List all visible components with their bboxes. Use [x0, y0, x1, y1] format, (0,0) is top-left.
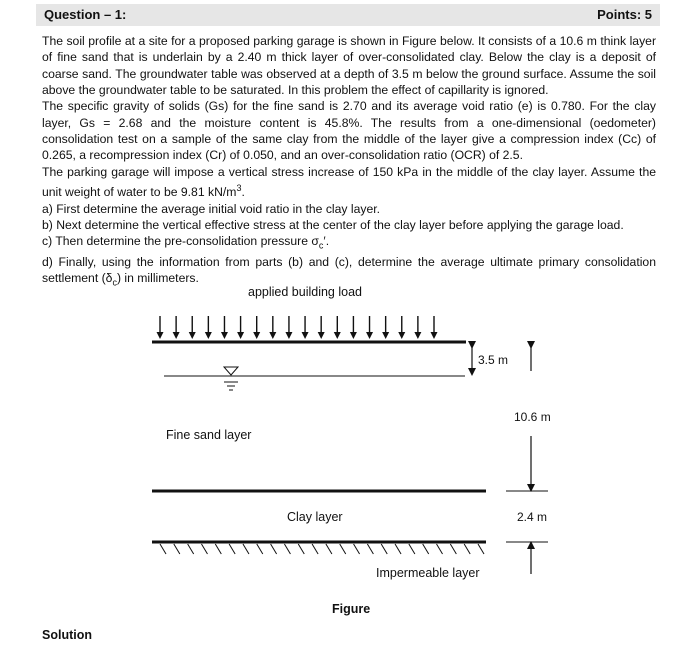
- load-arrow: [334, 316, 341, 339]
- hatch-mark: [243, 544, 249, 554]
- clay-layer-label: Clay layer: [287, 510, 343, 524]
- load-arrow: [318, 316, 325, 339]
- solution-label: Solution: [42, 628, 92, 642]
- part-c: [42, 233, 656, 254]
- problem-paragraph-3: [42, 164, 656, 201]
- load-arrow: [269, 316, 276, 339]
- clay-thickness-label: 2.4 m: [517, 510, 548, 524]
- load-arrow: [221, 316, 228, 339]
- load-arrow: [189, 316, 196, 339]
- hatch-mark: [188, 544, 194, 554]
- load-arrow: [302, 316, 309, 339]
- hatch-mark: [450, 544, 456, 554]
- load-arrow: [431, 316, 438, 339]
- load-label: applied building load: [248, 285, 362, 299]
- load-arrow: [366, 316, 373, 339]
- sand-thickness-label: 10.6 m: [514, 410, 551, 424]
- load-arrow: [237, 316, 244, 339]
- load-arrow: [173, 316, 180, 339]
- load-arrow: [398, 316, 405, 339]
- load-arrow: [253, 316, 260, 339]
- question-body: [42, 33, 656, 291]
- hatch-mark: [174, 544, 180, 554]
- hatch-mark: [409, 544, 415, 554]
- hatch-mark: [284, 544, 290, 554]
- hatch-mark: [326, 544, 332, 554]
- hatch-mark: [229, 544, 235, 554]
- hatch-mark: [160, 544, 166, 554]
- hatch-mark: [271, 544, 277, 554]
- load-arrow: [382, 316, 389, 339]
- hatch-mark: [423, 544, 429, 554]
- part-c-text: c) Then determine the pre-consolidation pressure σ: [42, 234, 319, 249]
- hatch-mark: [478, 544, 484, 554]
- hatch-mark: [395, 544, 401, 554]
- hatch-mark: [381, 544, 387, 554]
- hatch-mark: [215, 544, 221, 554]
- impermeable-base-hatching: [160, 544, 484, 554]
- question-points: Points: 5: [597, 7, 652, 22]
- figure-caption: Figure: [332, 602, 371, 616]
- hatch-mark: [298, 544, 304, 554]
- hatch-mark: [437, 544, 443, 554]
- unit-exponent: 3: [236, 183, 242, 194]
- load-arrow: [157, 316, 164, 339]
- part-d-subscript: c: [112, 277, 117, 288]
- problem-paragraph-2: The specific gravity of solids (Gs) for the fine sand is 2.70 and its average void ratio (e) is 0.780. For the clay layer, Gs = 2.68 and the moisture content is 45.8%. The results from a one-dimensional (oedometer) consolidation test on a sample of the same clay from the middle of the layer give a compression index (Cc) of 0.265, a recompression index (Cr) of 0.050, and an over-consolidation ratio (OCR) of 2.5.: [42, 99, 656, 163]
- hatch-mark: [340, 544, 346, 554]
- question-title: Question – 1:: [44, 7, 127, 22]
- question-header: [36, 4, 660, 26]
- load-arrows: [157, 316, 438, 339]
- load-arrow: [205, 316, 212, 339]
- hatch-mark: [367, 544, 373, 554]
- hatch-mark: [312, 544, 318, 554]
- part-d-text: d) Finally, using the information from parts (b) and (c), determine the average ultimate primary consolidation settlement (δ: [42, 254, 656, 286]
- load-arrow: [350, 316, 357, 339]
- hatch-mark: [464, 544, 470, 554]
- part-c-subscript: c: [318, 240, 324, 251]
- fine-sand-label: Fine sand layer: [166, 428, 252, 442]
- gwt-depth-label: 3.5 m: [478, 353, 509, 367]
- paragraph-3-text: The parking garage will impose a vertical stress increase of 150 kPa in the middle of the clay layer. Assume the unit weight of water to be 9.81 kN/m: [42, 164, 656, 200]
- hatch-mark: [354, 544, 360, 554]
- part-a: a) First determine the average initial void ratio in the clay layer.: [42, 201, 381, 216]
- water-table-icon: [224, 367, 238, 390]
- load-arrow: [285, 316, 292, 339]
- hatch-mark: [257, 544, 263, 554]
- hatch-mark: [201, 544, 207, 554]
- part-c-end: ′.: [323, 234, 330, 249]
- load-arrow: [414, 316, 421, 339]
- part-b: b) Next determine the vertical effective stress at the center of the clay layer before applying the garage load.: [42, 217, 624, 232]
- part-d-end: ) in millimeters.: [116, 271, 199, 286]
- impermeable-layer-label: Impermeable layer: [376, 566, 480, 580]
- problem-paragraph-1: The soil profile at a site for a proposed parking garage is shown in Figure below. It consists of a 10.6 m think layer of fine sand that is underlain by a 2.40 m thick layer of over-consolidated clay. Below the clay is a deposit of coarse sand. The groundwater table was observed at a depth of 3.5 m below the ground surface. Assume the soil above the groundwater table to be saturated. In this problem the effect of capillarity is ignored.: [42, 34, 656, 98]
- paragraph-3-end: .: [241, 185, 245, 200]
